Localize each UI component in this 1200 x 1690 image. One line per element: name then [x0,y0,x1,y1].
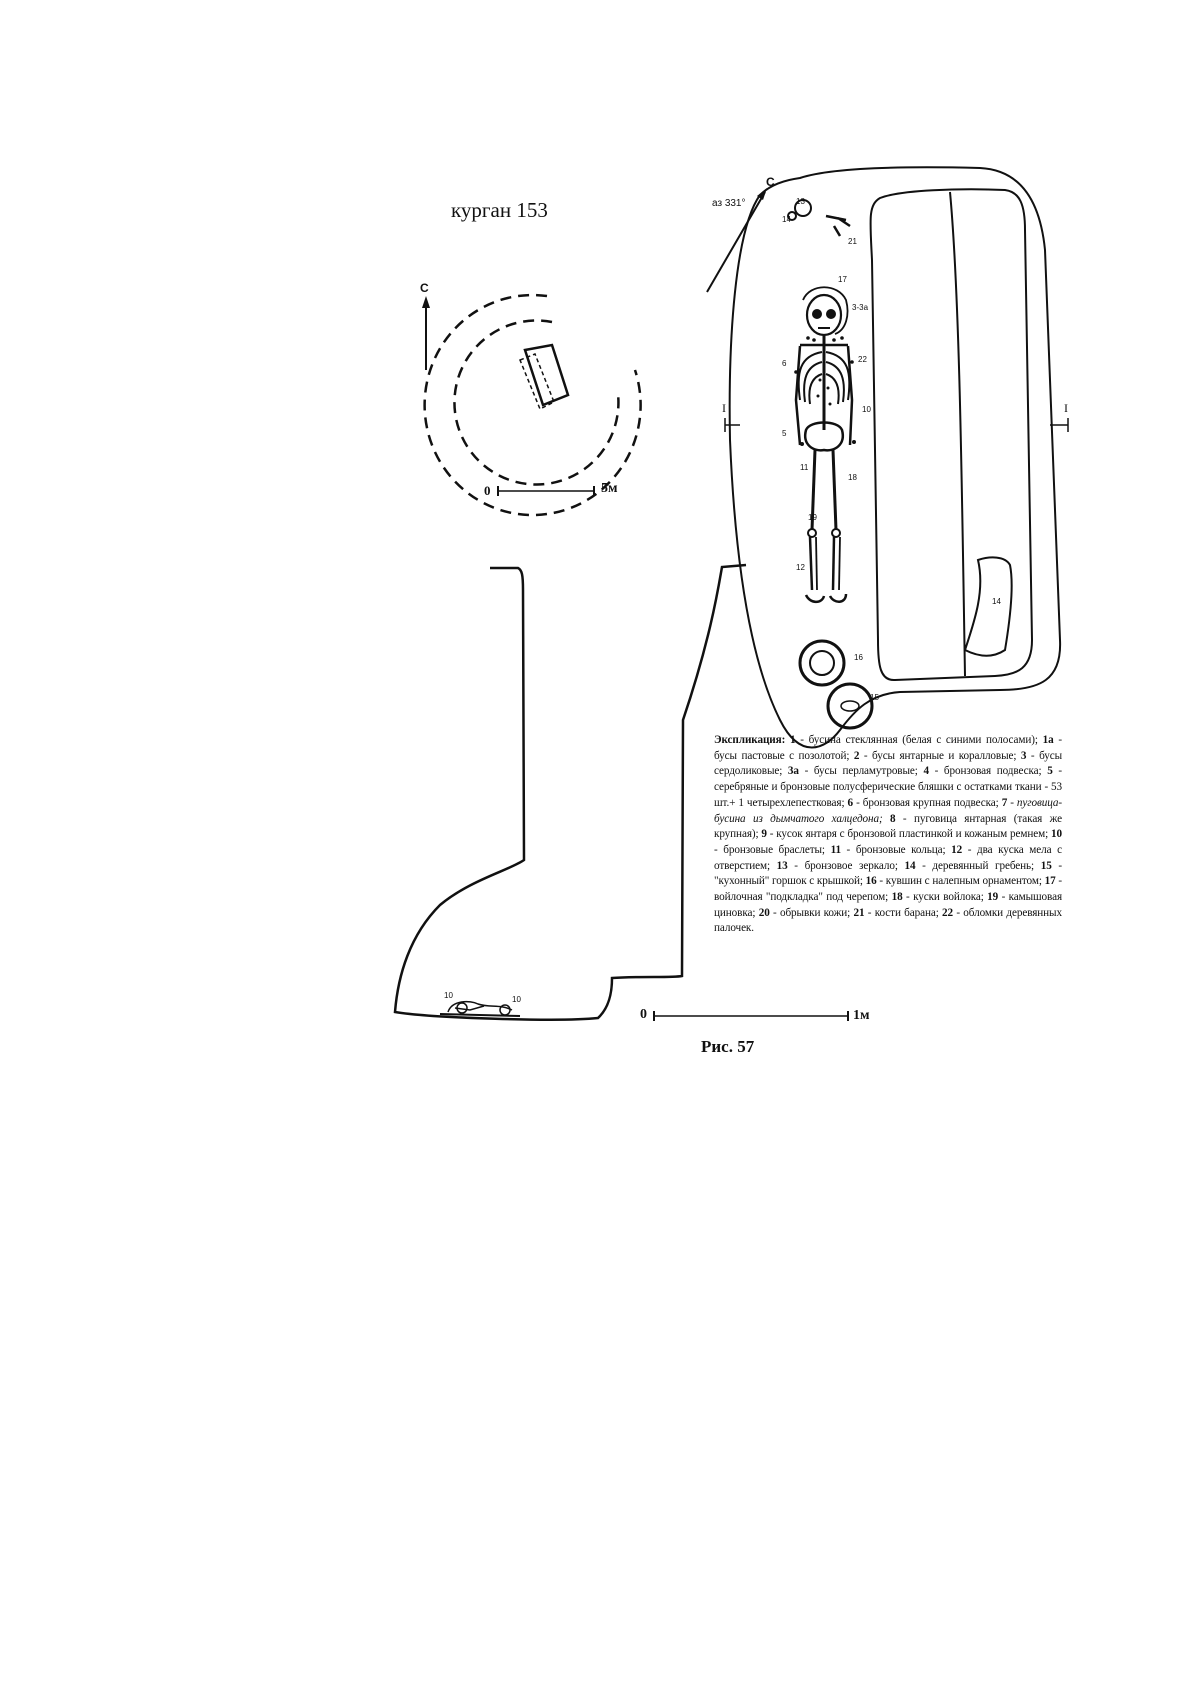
svg-text:19: 19 [808,513,817,522]
plan-north-label: С [420,281,429,295]
explication-item: 7 - пуговица-бусина из дымчатого халцедона; [714,796,1063,825]
explication-item-text: кусок янтаря с бронзовой пластинкой и кожаным ремнем; [776,828,1049,841]
explication-item-text: серебряные и бронзовые полусферические бляшки с остатками ткани - 53 шт.+ 1 четырехлепестковая; [714,781,1062,809]
explication-item-number: 18 [891,891,903,904]
explication-item-text: бронзовые кольца; [855,843,946,856]
explication-item-text: обрывки кожи; [779,906,851,919]
explication-item: 19 - камышовая циновка; [714,891,1062,919]
svg-text:10: 10 [862,405,871,414]
grave-north-label: С [766,175,775,189]
scale-big-start: 0 [640,1007,647,1022]
explication-item: 3 - бусы сердоликовые; [714,749,1063,778]
explication-item-number: 20 [758,906,770,919]
grave-plan [707,167,1068,747]
explication-item: 12 - два куска мела с отверстием; [714,843,1062,872]
explication-item-number: 1а [1042,734,1054,746]
scale-small-end: 5м [601,481,618,496]
explication-item: 15 - "кухонный" горшок с крышкой; [714,859,1062,888]
explication-item: 17 - войлочная "подкладка" под черепом; [714,875,1062,904]
svg-text:14: 14 [782,215,791,224]
explication-items [714,734,1062,934]
explication-item-number: 12 [951,843,963,856]
explication-item-text: куски войлока; [913,891,984,904]
azimuth-label: аз 331° [712,198,746,209]
explication-item-text: войлочная "подкладка" под черепом; [714,891,889,904]
explication-item-text: бусы пастовые с позолотой; [714,749,850,762]
svg-text:16: 16 [854,653,863,662]
explication-item: 18 - куски войлока; [891,891,984,904]
scale-bar-small [498,486,594,496]
explication-item-text: кувшин с налепным орнаментом; [885,875,1042,888]
explication-item-number: 6 [847,796,854,809]
explication-item: 10 - бронзовые браслеты; [714,828,1062,856]
svg-text:15: 15 [870,693,879,702]
explication-item-number: 8 [890,812,896,825]
explication-item: 16 - кувшин с налепным орнаментом; [865,875,1042,888]
svg-text:6: 6 [782,359,787,368]
explication-item-text: бронзовые браслеты; [723,843,825,856]
explication-item-text: бронзовое зеркало; [804,859,898,872]
section-line [725,418,1068,432]
comb-outline [965,557,1012,655]
explication-item: 4 - бронзовая подвеска; [923,765,1042,778]
svg-text:17: 17 [838,275,847,284]
explication-item-text: "кухонный" горшок с крышкой; [714,875,863,888]
explication-item-number: 7 [1001,796,1008,809]
section-skeleton [440,1002,520,1016]
pit-outline [730,167,1060,747]
explication-item-number: 13 [776,859,788,872]
inner-ring [454,321,618,485]
svg-text:14: 14 [992,597,1001,606]
explication-heading: Экспликация: [714,734,786,746]
explication-item-text: камышовая циновка; [714,891,1062,919]
svg-text:13: 13 [796,197,805,206]
explication-item-text: бусы перламутровые; [813,765,918,778]
explication-item-number: 5 [1047,765,1053,778]
page-title: курган 153 [451,198,548,222]
explication-item-number: 15 [1040,859,1052,872]
scale-bar-big [654,1011,848,1021]
svg-text:18: 18 [848,473,857,482]
explication-item-number: 9 [761,828,767,841]
explication-item: 2 - бусы янтарные и коралловые; [853,749,1017,762]
explication-item-number: 17 [1044,875,1056,888]
explication-item-number: 21 [853,906,865,919]
explication-item: 9 - кусок янтаря с бронзовой пластинкой и кожаным ремнем; [761,828,1049,841]
explication-item-text: пуговица-бусина из дымчатого халцедона; [714,796,1063,825]
explication-item-text: бронзовая подвеска; [943,765,1042,778]
explication-item-number: 4 [923,765,929,778]
pit-step [870,189,1032,680]
jug-vessel [800,641,844,685]
scale-big-end: 1м [853,1008,870,1023]
skeleton [794,287,856,602]
explication [714,733,1062,937]
explication-item: 11 - бронзовые кольца; [830,843,946,856]
figure-label: Рис. 57 [701,1037,755,1056]
svg-text:10: 10 [512,995,521,1004]
plan-grave-pit [520,345,568,409]
explication-item-text: кости барана; [874,906,939,919]
explication-item: 14 - деревянный гребень; [904,859,1035,872]
explication-item-number: 16 [865,875,877,888]
explication-item: 22 - обломки деревянных палочек. [714,906,1062,935]
explication-item: 3а - бусы перламутровые; [787,765,918,778]
svg-text:22: 22 [858,355,867,364]
explication-item: 5 - серебряные и бронзовые полусферические бляшки с остатками ткани - 53 шт.+ 1 четырехлепестковая; [714,765,1062,809]
explication-item-text: деревянный гребень; [932,859,1035,872]
step-divider [950,192,965,676]
explication-item-text: обломки деревянных палочек. [714,906,1062,935]
scale-small-start: 0 [484,483,491,498]
svg-text:10: 10 [444,991,453,1000]
explication-item-number: 2 [853,749,860,762]
explication-item-number: 11 [830,843,841,856]
explication-item-number: 14 [904,859,916,872]
svg-text:5: 5 [782,429,787,438]
sheep-bones [826,216,850,236]
explication-item: 8 - пуговица янтарная (такая же крупная); [714,812,1062,841]
explication-item: 21 - кости барана; [853,906,939,919]
explication-item-number: 1 [789,734,796,746]
explication-item-text: бусина стеклянная (белая с синими полосами); [808,734,1038,746]
pot-vessel [828,684,872,728]
explication-item-number: 3а [787,765,799,778]
explication-item: 1 - бусина стеклянная (белая с синими полосами); [789,734,1038,746]
explication-item-number: 22 [942,906,954,919]
explication-item: 1а - бусы пастовые с позолотой; [714,734,1062,762]
svg-text:11: 11 [800,463,809,472]
plan-north-arrow [422,296,430,370]
explication-item: 6 - бронзовая крупная подвеска; [847,796,999,809]
explication-item: 20 - обрывки кожи; [758,906,851,919]
explication-item-number: 3 [1020,749,1027,762]
explication-item-text: бронзовая крупная подвеска; [862,796,999,809]
explication-item-number: 19 [987,891,999,904]
svg-text:21: 21 [848,237,857,246]
explication-item-text: пуговица янтарная (такая же крупная); [714,812,1062,841]
explication-item-text: два куска мела с отверстием; [714,843,1062,872]
explication-item-text: бусы сердоликовые; [714,749,1063,778]
explication-item-text: бусы янтарные и коралловые; [872,749,1017,762]
section-labels [444,991,521,1004]
section-mark-left: I [722,401,726,415]
svg-text:3-3а: 3-3а [852,303,869,312]
explication-item-number: 10 [1050,828,1062,841]
svg-text:12: 12 [796,563,805,572]
section-mark-right: I [1064,401,1068,415]
explication-item: 13 - бронзовое зеркало; [776,859,898,872]
